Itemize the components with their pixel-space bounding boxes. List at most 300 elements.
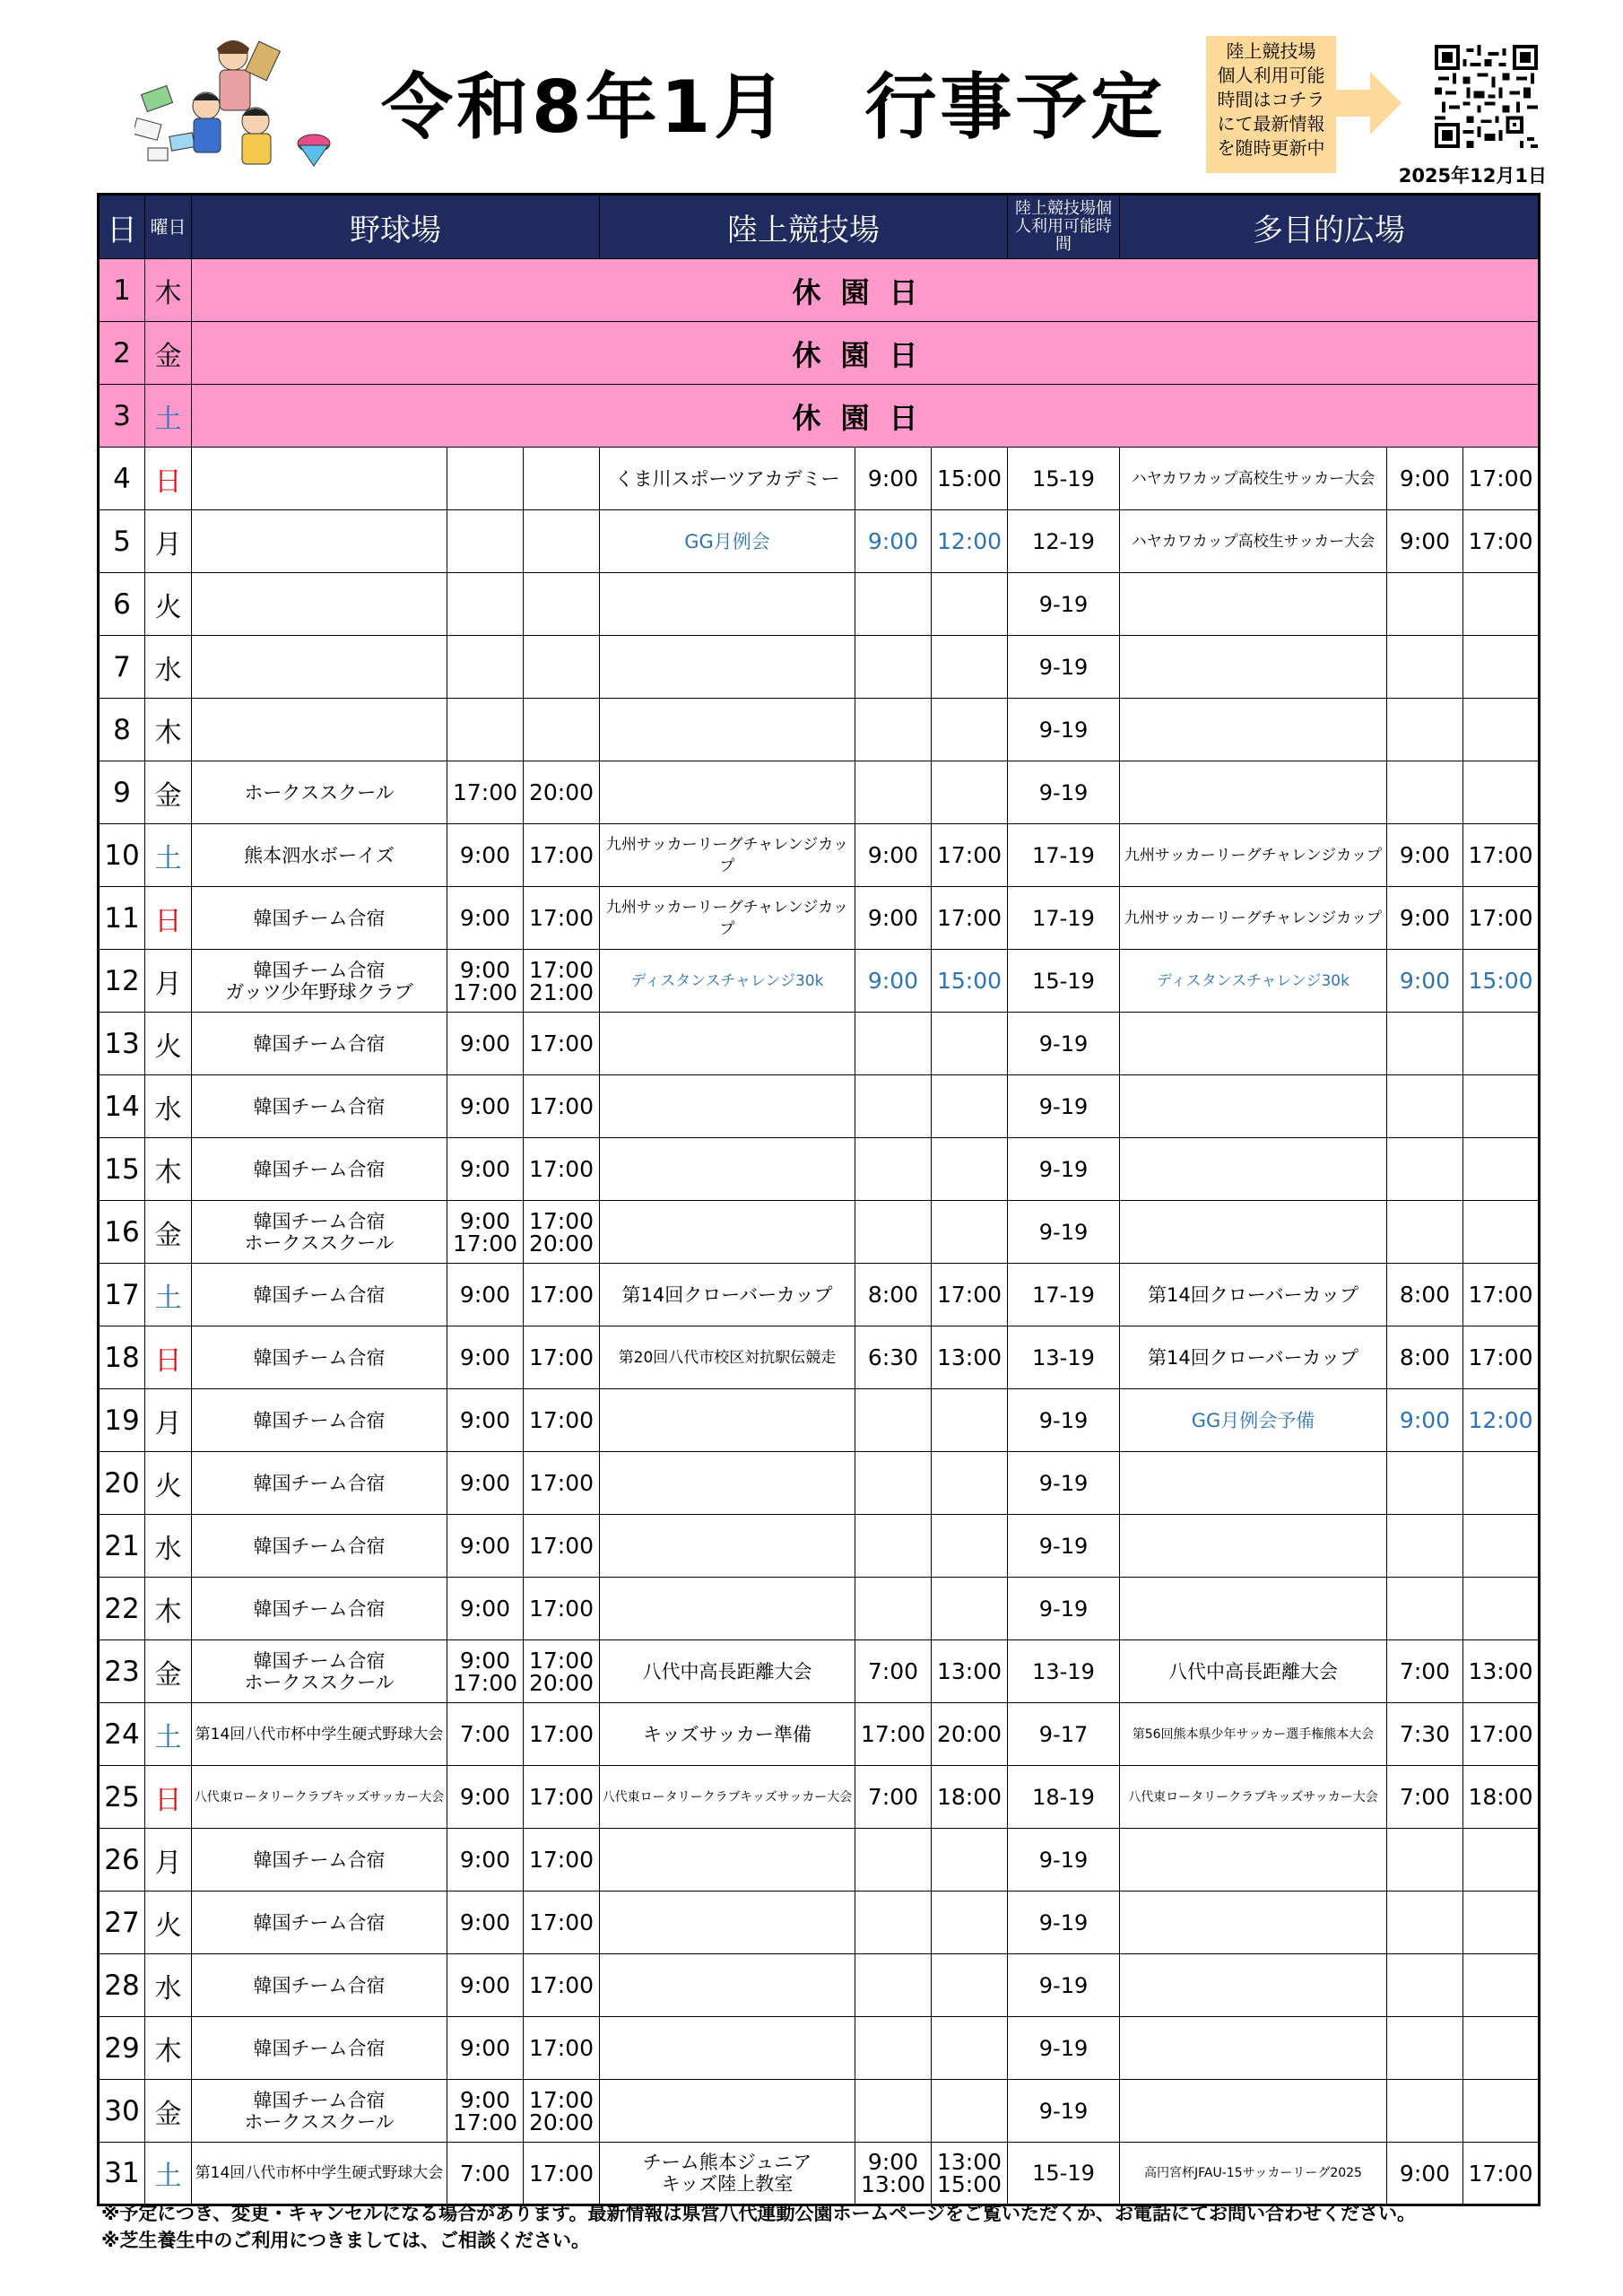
track-start-time	[855, 1892, 932, 1954]
track-start-time	[855, 1389, 932, 1452]
individual-use-hours-text: 9-19	[1038, 1219, 1089, 1245]
baseball-event-line: 韓国チーム合宿	[253, 1283, 386, 1306]
baseball-end-time-line: 20:00	[528, 779, 595, 805]
baseball-start-time	[447, 1075, 524, 1138]
plaza-event-line: ハヤカワカップ高校生サッカー大会	[1131, 469, 1376, 488]
track-start-time-line: 9:00	[867, 968, 919, 994]
plaza-event-line: 九州サッカーリーグチャレンジカップ	[1124, 909, 1383, 927]
day-of-week-text: 日	[154, 465, 182, 498]
track-end-time-line: 17:00	[936, 1282, 1002, 1308]
plaza-event	[1120, 1201, 1387, 1264]
individual-use-hours	[1008, 950, 1120, 1013]
baseball-event	[192, 1264, 447, 1326]
track-start-time	[855, 1954, 932, 2017]
baseball-start-time-line: 9:00	[459, 1533, 511, 1559]
day-of-week-text: 木	[154, 1596, 182, 1628]
baseball-start-time-line: 9:00	[459, 1156, 511, 1182]
day-number-text: 9	[113, 776, 131, 809]
track-event	[600, 636, 855, 699]
table-row	[99, 1766, 1540, 1829]
plaza-start-time	[1387, 1075, 1463, 1138]
day-number	[99, 1075, 145, 1138]
plaza-end-time	[1463, 573, 1540, 636]
plaza-event-line: 第14回クローバーカップ	[1147, 1346, 1359, 1369]
day-number-text: 7	[113, 650, 131, 683]
track-end-time-line: 15:00	[936, 2171, 1002, 2197]
plaza-start-time	[1387, 1452, 1463, 1515]
baseball-end-time-line: 17:00	[528, 1847, 595, 1873]
plaza-end-time	[1463, 1326, 1540, 1389]
day-number	[99, 1515, 145, 1578]
day-of-week-text: 水	[154, 1093, 182, 1126]
track-event	[600, 2017, 855, 2080]
baseball-start-time	[447, 2017, 524, 2080]
baseball-start-time	[447, 636, 524, 699]
day-of-week	[145, 1326, 192, 1389]
baseball-end-time-line: 17:00	[528, 2160, 595, 2187]
day-number-text: 17	[104, 1278, 140, 1311]
individual-use-hours-text: 12-19	[1032, 528, 1095, 554]
baseball-event	[192, 1515, 447, 1578]
track-end-time-line: 17:00	[936, 842, 1002, 868]
day-number-text: 2	[113, 336, 131, 370]
notice-line: 陸上競技場	[1226, 40, 1316, 62]
baseball-start-time-line: 17:00	[452, 779, 518, 805]
plaza-end-time	[1463, 1389, 1540, 1452]
track-event	[600, 1578, 855, 1640]
day-of-week-text: 月	[154, 1407, 182, 1439]
day-of-week	[145, 950, 192, 1013]
baseball-start-time	[447, 1452, 524, 1515]
baseball-start-time-line: 9:00	[459, 1470, 511, 1496]
plaza-end-time-line: 17:00	[1468, 1282, 1533, 1308]
baseball-end-time-line: 21:00	[528, 978, 595, 1005]
plaza-end-time	[1463, 2143, 1540, 2205]
day-number	[99, 1954, 145, 2017]
plaza-event-line: GG月例会予備	[1191, 1409, 1315, 1431]
day-of-week-text: 木	[154, 717, 182, 749]
baseball-end-time	[524, 636, 600, 699]
track-end-time	[932, 1640, 1008, 1703]
plaza-end-time	[1463, 1515, 1540, 1578]
plaza-end-time	[1463, 950, 1540, 1013]
baseball-start-time-line: 9:00	[459, 2035, 511, 2061]
track-end-time	[932, 1389, 1008, 1452]
track-start-time	[855, 1138, 932, 1201]
baseball-start-time-line: 9:00	[459, 2086, 511, 2113]
col-individual: 陸上競技場個人利用可能時間	[1008, 195, 1120, 259]
baseball-end-time	[524, 1703, 600, 1766]
table-row	[99, 950, 1540, 1013]
day-of-week	[145, 1264, 192, 1326]
track-event	[600, 1389, 855, 1452]
day-number-text: 23	[104, 1655, 140, 1688]
plaza-start-time	[1387, 887, 1463, 950]
day-number	[99, 1829, 145, 1892]
baseball-event-line: 韓国チーム合宿	[253, 959, 386, 981]
baseball-event	[192, 824, 447, 887]
plaza-end-time	[1463, 887, 1540, 950]
day-of-week-text: 日	[154, 1784, 182, 1816]
plaza-end-time	[1463, 1578, 1540, 1640]
track-event	[600, 1201, 855, 1264]
plaza-start-time	[1387, 573, 1463, 636]
day-of-week	[145, 636, 192, 699]
notice-line: 時間はコチラ	[1217, 89, 1325, 110]
day-of-week-text: 土	[154, 1721, 182, 1753]
plaza-end-time-line: 17:00	[1468, 1344, 1533, 1370]
individual-use-hours	[1008, 1578, 1120, 1640]
individual-use-hours-text: 9-19	[1038, 654, 1089, 680]
table-row	[99, 1389, 1540, 1452]
baseball-start-time-line: 9:00	[459, 1093, 511, 1119]
track-end-time	[932, 1452, 1008, 1515]
baseball-end-time-line: 17:00	[528, 1407, 595, 1433]
baseball-end-time-line: 17:00	[528, 1093, 595, 1119]
plaza-event-line: ハヤカワカップ高校生サッカー大会	[1131, 532, 1376, 551]
baseball-start-time	[447, 510, 524, 573]
baseball-end-time	[524, 1326, 600, 1389]
plaza-end-time	[1463, 1954, 1540, 2017]
day-number-text: 11	[104, 901, 140, 935]
track-event	[600, 1013, 855, 1075]
day-number	[99, 448, 145, 510]
track-start-time	[855, 824, 932, 887]
closed-day-label-text: 休園日	[792, 274, 938, 309]
baseball-end-time	[524, 1389, 600, 1452]
baseball-event-line: 韓国チーム合宿	[253, 1597, 386, 1620]
qr-code[interactable]	[1435, 45, 1538, 148]
day-number	[99, 573, 145, 636]
track-start-time-line: 7:00	[867, 1658, 919, 1684]
table-row	[99, 1829, 1540, 1892]
baseball-end-time	[524, 1201, 600, 1264]
track-start-time-line: 17:00	[860, 1721, 926, 1747]
col-plaza: 多目的広場	[1120, 195, 1540, 259]
baseball-event	[192, 1075, 447, 1138]
individual-use-hours-text: 9-19	[1038, 717, 1089, 743]
track-start-time	[855, 1578, 932, 1640]
plaza-start-time	[1387, 1389, 1463, 1452]
baseball-event	[192, 950, 447, 1013]
baseball-start-time	[447, 824, 524, 887]
track-end-time	[932, 950, 1008, 1013]
day-number	[99, 1452, 145, 1515]
day-of-week	[145, 761, 192, 824]
day-number	[99, 259, 145, 322]
individual-use-hours-text: 17-19	[1032, 842, 1095, 868]
baseball-start-time-line: 9:00	[459, 842, 511, 868]
individual-use-hours	[1008, 1013, 1120, 1075]
day-number-text: 10	[104, 839, 140, 872]
track-start-time	[855, 699, 932, 761]
baseball-start-time-line: 9:00	[459, 1596, 511, 1622]
plaza-end-time	[1463, 510, 1540, 573]
track-start-time-line: 9:00	[867, 465, 919, 491]
track-end-time	[932, 887, 1008, 950]
day-number-text: 20	[104, 1466, 140, 1500]
baseball-end-time	[524, 2143, 600, 2205]
plaza-end-time	[1463, 2080, 1540, 2143]
track-event	[600, 2080, 855, 2143]
baseball-start-time-line: 17:00	[452, 1230, 518, 1257]
baseball-end-time	[524, 1138, 600, 1201]
individual-use-hours-text: 17-19	[1032, 905, 1095, 931]
track-event	[600, 761, 855, 824]
track-event	[600, 1766, 855, 1829]
plaza-start-time	[1387, 1013, 1463, 1075]
individual-use-hours-text: 9-19	[1038, 591, 1089, 617]
plaza-start-time-line: 9:00	[1399, 465, 1451, 491]
baseball-end-time	[524, 950, 600, 1013]
track-end-time	[932, 510, 1008, 573]
baseball-end-time	[524, 448, 600, 510]
plaza-start-time	[1387, 1766, 1463, 1829]
track-event	[600, 448, 855, 510]
individual-use-hours-text: 9-19	[1038, 1031, 1089, 1057]
day-of-week-text: 土	[154, 2161, 182, 2192]
baseball-event-line: 第14回八代市杯中学生硬式野球大会	[195, 1725, 444, 1744]
day-number	[99, 1201, 145, 1264]
individual-use-hours-text: 9-19	[1038, 1533, 1089, 1559]
baseball-event	[192, 887, 447, 950]
baseball-start-time-line: 9:00	[459, 1344, 511, 1370]
plaza-event	[1120, 2143, 1387, 2205]
plaza-end-time-line: 18:00	[1468, 1784, 1533, 1810]
day-of-week	[145, 1515, 192, 1578]
day-number-text: 14	[104, 1090, 140, 1123]
plaza-event-line: 第14回クローバーカップ	[1147, 1283, 1359, 1306]
track-end-time	[932, 1766, 1008, 1829]
plaza-event-line: ディスタンスチャレンジ30k	[1157, 971, 1350, 990]
track-end-time	[932, 1201, 1008, 1264]
baseball-start-time-line: 7:00	[459, 1721, 511, 1747]
baseball-start-time	[447, 1892, 524, 1954]
baseball-event	[192, 636, 447, 699]
individual-use-hours	[1008, 1954, 1120, 2017]
track-end-time	[932, 824, 1008, 887]
day-number-text: 22	[104, 1592, 140, 1625]
baseball-start-time	[447, 950, 524, 1013]
notice-line: にて最新情報	[1217, 113, 1325, 135]
plaza-start-time-line: 9:00	[1399, 905, 1451, 931]
baseball-event-line: 八代東ロータリークラブキッズサッカー大会	[194, 1789, 445, 1805]
header-row	[99, 195, 1540, 259]
day-number-text: 6	[113, 587, 131, 621]
track-end-time-line: 12:00	[936, 528, 1002, 554]
baseball-end-time	[524, 1766, 600, 1829]
plaza-start-time-line: 9:00	[1399, 842, 1451, 868]
day-number	[99, 1013, 145, 1075]
individual-use-hours	[1008, 1138, 1120, 1201]
plaza-start-time	[1387, 2080, 1463, 2143]
individual-use-hours	[1008, 2080, 1120, 2143]
baseball-end-time-line: 17:00	[528, 1031, 595, 1057]
individual-use-hours	[1008, 1640, 1120, 1703]
plaza-start-time-line: 9:00	[1399, 2160, 1451, 2187]
individual-use-hours	[1008, 887, 1120, 950]
track-event-line: 第14回クローバーカップ	[621, 1283, 833, 1306]
track-start-time	[855, 2143, 932, 2205]
individual-use-hours-text: 9-19	[1038, 1407, 1089, 1433]
plaza-end-time	[1463, 2017, 1540, 2080]
col-baseball: 野球場	[192, 195, 600, 259]
individual-use-hours	[1008, 2143, 1120, 2205]
track-start-time	[855, 1201, 932, 1264]
table-row	[99, 1515, 1540, 1578]
plaza-event	[1120, 887, 1387, 950]
baseball-end-time-line: 17:00	[528, 1647, 595, 1674]
baseball-event	[192, 1829, 447, 1892]
individual-use-hours	[1008, 1075, 1120, 1138]
baseball-event-line: 韓国チーム合宿	[253, 1974, 386, 1996]
plaza-end-time	[1463, 1829, 1540, 1892]
arrow-right-icon	[1334, 72, 1402, 135]
individual-use-hours-text: 9-19	[1038, 1156, 1089, 1182]
day-of-week	[145, 448, 192, 510]
track-end-time	[932, 2080, 1008, 2143]
track-end-time-line: 20:00	[936, 1721, 1002, 1747]
plaza-start-time	[1387, 510, 1463, 573]
track-end-time	[932, 1829, 1008, 1892]
day-of-week	[145, 2143, 192, 2205]
spinning-top	[298, 135, 330, 166]
day-number	[99, 385, 145, 448]
day-of-week	[145, 1892, 192, 1954]
day-number-text: 5	[113, 525, 131, 558]
baseball-event-line: 韓国チーム合宿	[253, 1649, 386, 1672]
baseball-end-time-line: 17:00	[528, 1972, 595, 1998]
plaza-event	[1120, 1326, 1387, 1389]
track-event-line: キッズサッカー準備	[643, 1723, 812, 1745]
plaza-start-time	[1387, 761, 1463, 824]
plaza-event-line: 九州サッカーリーグチャレンジカップ	[1124, 846, 1383, 865]
baseball-end-time	[524, 1013, 600, 1075]
baseball-start-time	[447, 699, 524, 761]
day-of-week-text: 金	[154, 340, 182, 372]
plaza-event	[1120, 1892, 1387, 1954]
baseball-event	[192, 761, 447, 824]
plaza-event	[1120, 2017, 1387, 2080]
plaza-event	[1120, 761, 1387, 824]
individual-use-hours	[1008, 1829, 1120, 1892]
day-number	[99, 2080, 145, 2143]
track-event-line: くま川スポーツアカデミー	[614, 467, 840, 490]
plaza-start-time	[1387, 448, 1463, 510]
baseball-event-line: 韓国チーム合宿	[253, 1158, 386, 1180]
baseball-event	[192, 2080, 447, 2143]
plaza-event	[1120, 950, 1387, 1013]
baseball-event-line: 熊本泗水ボーイズ	[244, 844, 395, 866]
page-title: 令和8年1月 行事予定	[381, 65, 1167, 149]
baseball-start-time	[447, 1515, 524, 1578]
day-number-text: 8	[113, 713, 131, 746]
plaza-start-time-line: 7:30	[1399, 1721, 1451, 1747]
track-end-time	[932, 1515, 1008, 1578]
baseball-end-time-line: 17:00	[528, 1344, 595, 1370]
track-start-time	[855, 2017, 932, 2080]
plaza-event	[1120, 1829, 1387, 1892]
plaza-event	[1120, 1515, 1387, 1578]
track-end-time	[932, 1075, 1008, 1138]
day-of-week	[145, 2017, 192, 2080]
day-of-week-text: 月	[154, 528, 182, 561]
track-start-time	[855, 950, 932, 1013]
day-number-text: 16	[104, 1215, 140, 1248]
track-event	[600, 1515, 855, 1578]
baseball-event	[192, 1703, 447, 1766]
track-start-time	[855, 761, 932, 824]
baseball-event-line: 韓国チーム合宿	[253, 2089, 386, 2111]
track-end-time-line: 13:00	[936, 2149, 1002, 2175]
individual-use-hours-text: 9-19	[1038, 1909, 1089, 1935]
plaza-start-time	[1387, 2017, 1463, 2080]
individual-use-hours-text: 9-17	[1038, 1721, 1089, 1747]
baseball-end-time	[524, 1640, 600, 1703]
track-event	[600, 824, 855, 887]
track-start-time	[855, 1075, 932, 1138]
day-of-week-text: 土	[154, 403, 182, 435]
track-end-time	[932, 1264, 1008, 1326]
baseball-event	[192, 1013, 447, 1075]
table-row	[99, 573, 1540, 636]
day-of-week	[145, 1075, 192, 1138]
plaza-end-time-line: 15:00	[1468, 968, 1533, 994]
individual-use-hours	[1008, 1892, 1120, 1954]
day-number-text: 19	[104, 1404, 140, 1437]
individual-use-hours-text: 9-19	[1038, 2098, 1089, 2124]
day-of-week-text: 金	[154, 779, 182, 812]
baseball-start-time	[447, 1264, 524, 1326]
track-event-line: GG月例会	[684, 530, 770, 552]
baseball-event-line: 韓国チーム合宿	[253, 1472, 386, 1494]
baseball-event	[192, 448, 447, 510]
day-number	[99, 1138, 145, 1201]
baseball-start-time	[447, 887, 524, 950]
plaza-end-time-line: 17:00	[1468, 842, 1533, 868]
baseball-end-time	[524, 1452, 600, 1515]
plaza-start-time-line: 8:00	[1399, 1344, 1451, 1370]
col-day: 日	[99, 195, 145, 259]
baseball-event-line: ホークススクール	[244, 2110, 395, 2133]
day-number-text: 27	[104, 1906, 140, 1939]
plaza-event	[1120, 573, 1387, 636]
plaza-end-time-line: 17:00	[1468, 528, 1533, 554]
plaza-end-time	[1463, 1703, 1540, 1766]
baseball-start-time-line: 17:00	[452, 2109, 518, 2135]
baseball-event	[192, 1201, 447, 1264]
baseball-end-time-line: 17:00	[528, 905, 595, 931]
day-of-week	[145, 1640, 192, 1703]
plaza-event	[1120, 1138, 1387, 1201]
baseball-end-time	[524, 1578, 600, 1640]
plaza-start-time-line: 9:00	[1399, 1407, 1451, 1433]
track-end-time	[932, 1954, 1008, 2017]
day-of-week	[145, 385, 192, 448]
day-of-week	[145, 573, 192, 636]
day-number	[99, 636, 145, 699]
track-end-time	[932, 761, 1008, 824]
baseball-start-time	[447, 2080, 524, 2143]
table-row	[99, 1138, 1540, 1201]
day-number	[99, 1703, 145, 1766]
track-end-time	[932, 1703, 1008, 1766]
baseball-start-time	[447, 1389, 524, 1452]
individual-use-hours-text: 9-19	[1038, 1847, 1089, 1873]
baseball-end-time-line: 20:00	[528, 1669, 595, 1696]
day-of-week-text: 土	[154, 842, 182, 874]
baseball-start-time	[447, 1829, 524, 1892]
